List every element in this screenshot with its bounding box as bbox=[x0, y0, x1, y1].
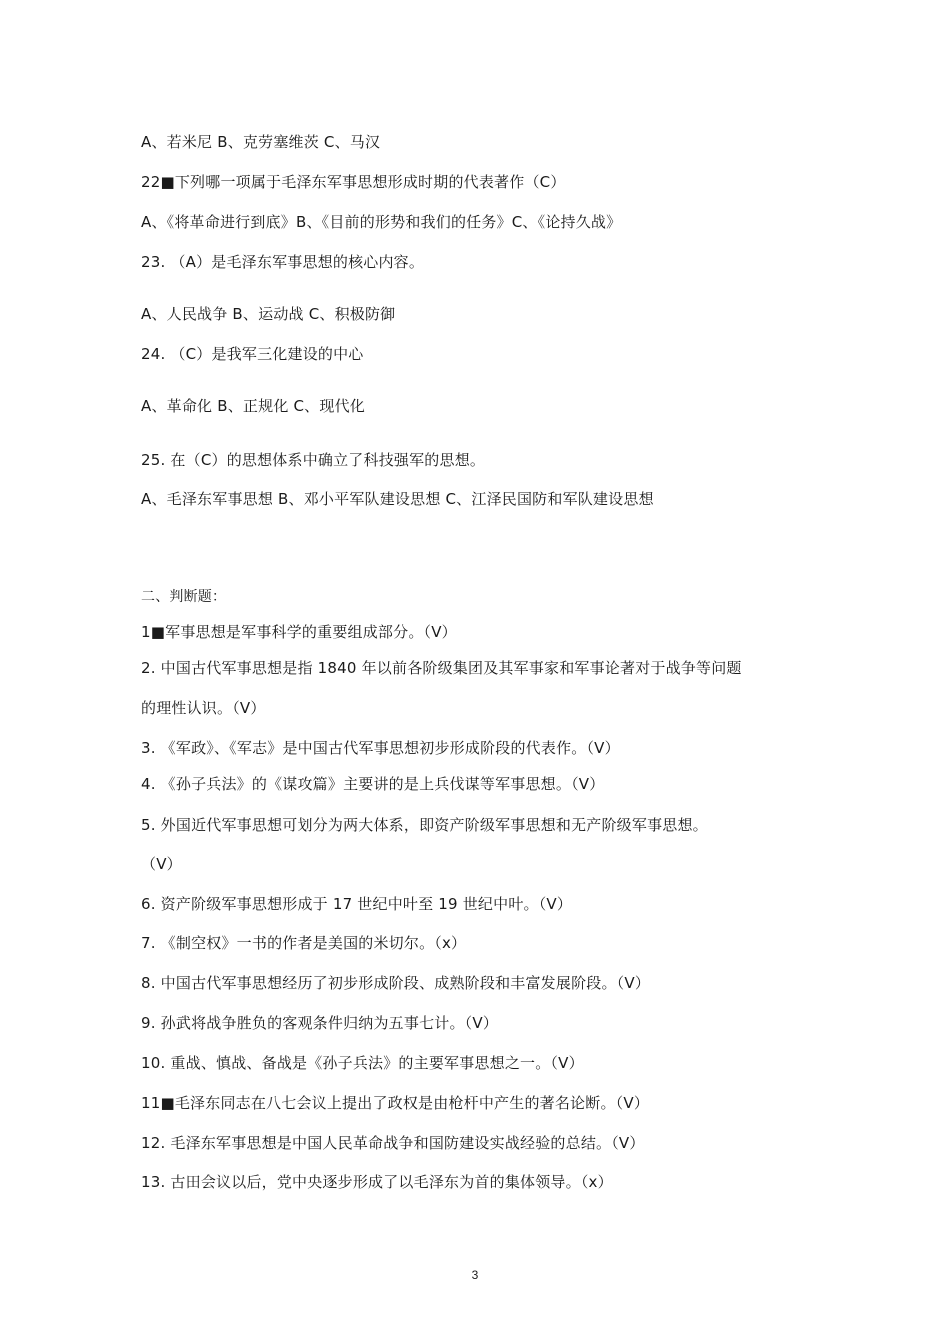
mc-option-line: A、革命化 B、正规化 C、现代化 bbox=[141, 397, 365, 415]
tf-item-continuation: 的理性认识。（V） bbox=[141, 699, 266, 717]
tf-item: 3. 《军政》、《军志》是中国古代军事思想初步形成阶段的代表作。（V） bbox=[141, 739, 620, 757]
tf-item: 1■军事思想是军事科学的重要组成部分。（V） bbox=[141, 623, 457, 641]
mc-question-line: 23. （A）是毛泽东军事思想的核心内容。 bbox=[141, 253, 425, 271]
mc-option-line: A、若米尼 B、克劳塞维茨 C、马汉 bbox=[141, 133, 381, 151]
mc-option-line: A、《将革命进行到底》B、《目前的形势和我们的任务》C、《论持久战》 bbox=[141, 213, 622, 231]
tf-item: 7. 《制空权》一书的作者是美国的米切尔。（x） bbox=[141, 934, 467, 952]
tf-item: 6. 资产阶级军事思想形成于 17 世纪中叶至 19 世纪中叶。（V） bbox=[141, 895, 573, 913]
tf-item: 5. 外国近代军事思想可划分为两大体系，即资产阶级军事思想和无产阶级军事思想。 bbox=[141, 816, 708, 834]
section-title: 二、判断题： bbox=[141, 589, 227, 605]
tf-item: 11■毛泽东同志在八七会议上提出了政权是由枪杆中产生的著名论断。（V） bbox=[141, 1094, 650, 1112]
tf-item-continuation: （V） bbox=[141, 855, 182, 873]
tf-item: 8. 中国古代军事思想经历了初步形成阶段、成熟阶段和丰富发展阶段。（V） bbox=[141, 974, 651, 992]
tf-item: 4. 《孙子兵法》的《谋攻篇》主要讲的是上兵伐谋等军事思想。（V） bbox=[141, 775, 605, 793]
page-number: 3 bbox=[471, 1268, 479, 1282]
tf-item: 12. 毛泽东军事思想是中国人民革命战争和国防建设实战经验的总结。（V） bbox=[141, 1134, 645, 1152]
mc-option-line: A、人民战争 B、运动战 C、积极防御 bbox=[141, 305, 396, 323]
tf-item: 2. 中国古代军事思想是指 1840 年以前各阶级集团及其军事家和军事论著对于战争等问题 bbox=[141, 659, 742, 677]
mc-question-line: 22■下列哪一项属于毛泽东军事思想形成时期的代表著作（C） bbox=[141, 173, 566, 191]
mc-option-line: A、毛泽东军事思想 B、邓小平军队建设思想 C、江泽民国防和军队建设思想 bbox=[141, 490, 654, 508]
tf-item: 10. 重战、慎战、备战是《孙子兵法》的主要军事思想之一。（V） bbox=[141, 1054, 584, 1072]
mc-question-line: 24. （C）是我军三化建设的中心 bbox=[141, 345, 364, 363]
tf-item: 13. 古田会议以后，党中央逐步形成了以毛泽东为首的集体领导。（x） bbox=[141, 1173, 613, 1191]
tf-item: 9. 孙武将战争胜负的客观条件归纳为五事七计。（V） bbox=[141, 1014, 499, 1032]
mc-question-line: 25. 在（C）的思想体系中确立了科技强军的思想。 bbox=[141, 451, 486, 469]
